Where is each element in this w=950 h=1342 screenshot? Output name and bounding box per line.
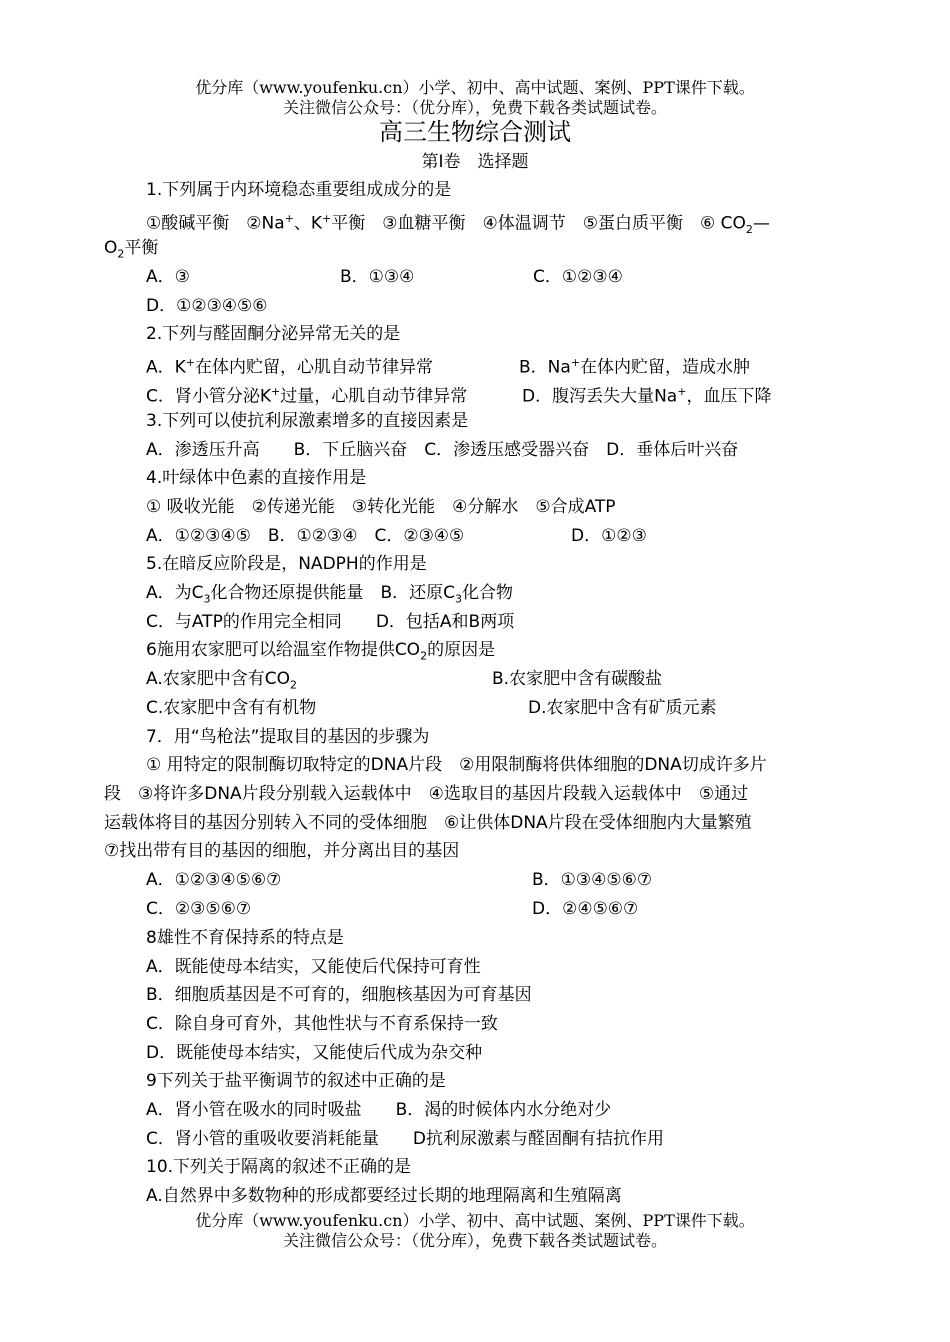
question-7-line-1: ① 用特定的限制酶切取特定的DNA片段 ②用限制酶将供体细胞的DNA切成许多片 [146, 755, 767, 775]
question-6-stem: 6施用农家肥可以给温室作物提供$CO_2$的原因是 [146, 640, 496, 663]
page-title: 高三生物综合测试 [379, 118, 571, 146]
q7-option-a: A．①②③④⑤⑥⑦ [146, 870, 282, 890]
question-4-stem: 4.叶绿体中色素的直接作用是 [146, 468, 367, 488]
question-7-stem: 7．用“鸟枪法”提取目的基因的步骤为 [146, 727, 430, 747]
q2-option-b: B．Na+在体内贮留，造成水肿 [519, 356, 751, 378]
q8-option-d: D．既能使母本结实，又能使后代成为杂交种 [146, 1043, 483, 1063]
q1-option-a: A．③ [146, 267, 190, 287]
section-title: 第Ⅰ卷 选择题 [421, 152, 529, 172]
q4-option-d: D．①②③ [571, 526, 647, 546]
q9-options-ab: A．肾小管在吸水的同时吸盐 B．渴的时候体内水分绝对少 [146, 1100, 612, 1120]
question-7-line-4: ⑦找出带有目的基因的细胞，并分离出目的基因 [104, 841, 460, 861]
question-1-items: ①酸碱平衡 ②Na+、K+平衡 ③血糖平衡 ④体温调节 ⑤蛋白质平衡 ⑥ $CO_2—$ [146, 212, 770, 237]
question-1-stem: 1.下列属于内环境稳态重要组成成分的是 [146, 180, 452, 200]
footer-line-1: 优分库（www.youfenku.cn）小学、初中、高中试题、案例、PPT课件下载。 [195, 1211, 755, 1230]
question-10-stem: 10.下列关于隔离的叙述不正确的是 [146, 1157, 412, 1177]
question-9-stem: 9下列关于盐平衡调节的叙述中正确的是 [146, 1071, 446, 1091]
header-line-1: 优分库（www.youfenku.cn）小学、初中、高中试题、案例、PPT课件下载。 [195, 78, 755, 97]
question-5-stem: 5.在暗反应阶段是，NADPH的作用是 [146, 554, 427, 574]
q6-option-a: A.农家肥中含有$CO_2$ [146, 669, 297, 692]
question-7-line-2: 段 ③将许多DNA片段分别载入运载体中 ④选取目的基因片段载入运载体中 ⑤通过 [104, 784, 749, 804]
q7-option-d: D．②④⑤⑥⑦ [532, 899, 639, 919]
q9-options-cd: C．肾小管的重吸收要消耗能量 D抗利尿激素与醛固酮有拮抗作用 [146, 1129, 664, 1149]
q7-option-b: B．①③④⑤⑥⑦ [532, 870, 653, 890]
q4-options-abc: A．①②③④⑤ B．①②③④ C．②③④⑤ [146, 526, 465, 546]
header-line-2: 关注微信公众号：（优分库），免费下载各类试题试卷。 [282, 98, 667, 117]
q8-option-b: B．细胞质基因是不可育的，细胞核基因为可育基因 [146, 985, 532, 1005]
q1-option-d: D．①②③④⑤⑥ [146, 296, 268, 316]
footer-line-2: 关注微信公众号：（优分库），免费下载各类试题试卷。 [282, 1231, 667, 1250]
q6-option-b: B.农家肥中含有碳酸盐 [492, 669, 663, 689]
q6-option-d: D.农家肥中含有矿质元素 [528, 698, 717, 718]
q3-options: A．渗透压升高 B．下丘脑兴奋 C．渗透压感受器兴奋 D．垂体后叶兴奋 [146, 440, 739, 460]
q2-option-d: D．腹泻丢失大量Na+，血压下降 [522, 385, 772, 407]
question-8-stem: 8雄性不育保持系的特点是 [146, 928, 344, 948]
question-4-items: ① 吸收光能 ②传递光能 ③转化光能 ④分解水 ⑤合成ATP [146, 497, 616, 517]
question-2-stem: 2.下列与醛固酮分泌异常无关的是 [146, 324, 401, 344]
question-7-line-3: 运载体将目的基因分别转入不同的受体细胞 ⑥让供体DNA片段在受体细胞内大量繁殖 [104, 813, 752, 833]
q2-option-a: A．K+在体内贮留，心肌自动节律异常 [146, 356, 433, 378]
q8-option-a: A．既能使母本结实，又能使后代保持可育性 [146, 957, 481, 977]
q2-option-c: C．肾小管分泌K+过量，心肌自动节律异常 [146, 385, 468, 407]
q8-option-c: C．除自身可育外，其他性状与不育系保持一致 [146, 1014, 498, 1034]
q10-option-a: A.自然界中多数物种的形成都要经过长期的地理隔离和生殖隔离 [146, 1186, 622, 1206]
question-3-stem: 3.下列可以使抗利尿激素增多的直接因素是 [146, 411, 469, 431]
q5-options-ab: A．为$C_3$化合物还原提供能量 B．还原$C_3$化合物 [146, 583, 514, 606]
question-1-items-cont: $O_2$平衡 [104, 238, 159, 261]
q6-option-c: C.农家肥中含有有机物 [146, 698, 317, 718]
q1-option-c: C．①②③④ [533, 267, 623, 287]
q7-option-c: C．②③⑤⑥⑦ [146, 899, 252, 919]
q5-options-cd: C．与ATP的作用完全相同 D．包括A和B两项 [146, 612, 515, 632]
q1-option-b: B．①③④ [340, 267, 415, 287]
